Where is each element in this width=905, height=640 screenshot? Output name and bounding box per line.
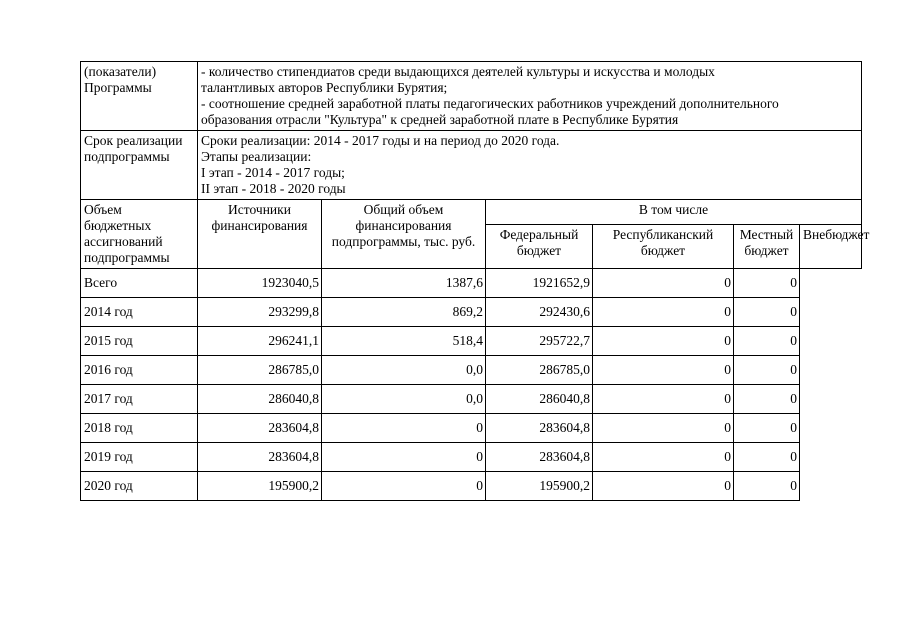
cell-local: 0: [593, 414, 734, 443]
header-extra: Внебюджет: [800, 224, 862, 268]
cell-total: 195900,2: [198, 472, 322, 501]
cell-local: 0: [593, 269, 734, 298]
finance-row: [81, 356, 862, 385]
cell-extra: 0: [734, 298, 800, 327]
cell-federal: 0: [322, 414, 486, 443]
cell-republic: 283604,8: [486, 414, 593, 443]
cell-total: 286040,8: [198, 385, 322, 414]
cell-republic: 286040,8: [486, 385, 593, 414]
cell-extra: 0: [734, 414, 800, 443]
header-federal: Федеральный бюджет: [486, 224, 593, 268]
cell-republic: 286785,0: [486, 356, 593, 385]
finance-row: [81, 385, 862, 414]
header-source: Источники финансирования: [198, 200, 322, 269]
header-total: Общий объем финансирования подпрограммы, тыс. руб.: [322, 200, 486, 269]
finance-row: [81, 269, 862, 298]
cell-source: 2020 год: [81, 472, 198, 501]
cell-republic: 292430,6: [486, 298, 593, 327]
cell-local: 0: [593, 327, 734, 356]
cell-republic: 195900,2: [486, 472, 593, 501]
term-text: Сроки реализации: 2014 - 2017 годы и на период до 2020 года. Этапы реализации: I этап - 2014 - 2017 годы; II этап - 2018 - 2020 годы: [198, 131, 862, 200]
cell-extra: 0: [734, 443, 800, 472]
cell-federal: 0,0: [322, 356, 486, 385]
cell-local: 0: [593, 443, 734, 472]
header-local: Местный бюджет: [734, 224, 800, 268]
document-page: [80, 61, 870, 501]
cell-federal: 0: [322, 472, 486, 501]
cell-extra: 0: [734, 269, 800, 298]
cell-total: 283604,8: [198, 443, 322, 472]
finance-row: [81, 472, 862, 501]
cell-federal: 0: [322, 443, 486, 472]
cell-extra: 0: [734, 472, 800, 501]
cell-source: 2019 год: [81, 443, 198, 472]
finance-row: [81, 298, 862, 327]
finance-row: [81, 327, 862, 356]
finance-rows: [81, 269, 862, 501]
finance-row: [81, 414, 862, 443]
cell-federal: 1387,6: [322, 269, 486, 298]
cell-source: 2014 год: [81, 298, 198, 327]
cell-republic: 295722,7: [486, 327, 593, 356]
cell-total: 283604,8: [198, 414, 322, 443]
budget-label: Объем бюджетных ассигнований подпрограммы: [81, 200, 198, 269]
finance-row: [81, 443, 862, 472]
term-label: Срок реализации подпрограммы: [81, 131, 198, 200]
header-including: В том числе: [486, 200, 862, 225]
cell-extra: 0: [734, 327, 800, 356]
budget-header-row-1: [81, 200, 862, 225]
cell-local: 0: [593, 356, 734, 385]
cell-local: 0: [593, 385, 734, 414]
cell-total: 286785,0: [198, 356, 322, 385]
indicators-label: (показатели) Программы: [81, 62, 198, 131]
cell-federal: 869,2: [322, 298, 486, 327]
cell-local: 0: [593, 472, 734, 501]
passport-table: [80, 61, 870, 501]
cell-republic: 283604,8: [486, 443, 593, 472]
indicators-text: - количество стипендиатов среди выдающихся деятелей культуры и искусства и молодых талантливых авторов Республики Бурятия; - соотношение средней заработной платы педагогических работников учреждений дополнительного образования отрасли "Культура" к средней заработной плате в Республике Бурятия: [198, 62, 862, 131]
cell-republic: 1921652,9: [486, 269, 593, 298]
cell-total: 293299,8: [198, 298, 322, 327]
cell-federal: 518,4: [322, 327, 486, 356]
cell-extra: 0: [734, 385, 800, 414]
cell-federal: 0,0: [322, 385, 486, 414]
cell-total: 1923040,5: [198, 269, 322, 298]
cell-extra: 0: [734, 356, 800, 385]
cell-local: 0: [593, 298, 734, 327]
cell-source: 2018 год: [81, 414, 198, 443]
indicators-row: [81, 62, 862, 131]
cell-source: 2016 год: [81, 356, 198, 385]
term-row: [81, 131, 862, 200]
header-republic: Республиканский бюджет: [593, 224, 734, 268]
cell-source: Всего: [81, 269, 198, 298]
cell-source: 2015 год: [81, 327, 198, 356]
cell-source: 2017 год: [81, 385, 198, 414]
cell-total: 296241,1: [198, 327, 322, 356]
